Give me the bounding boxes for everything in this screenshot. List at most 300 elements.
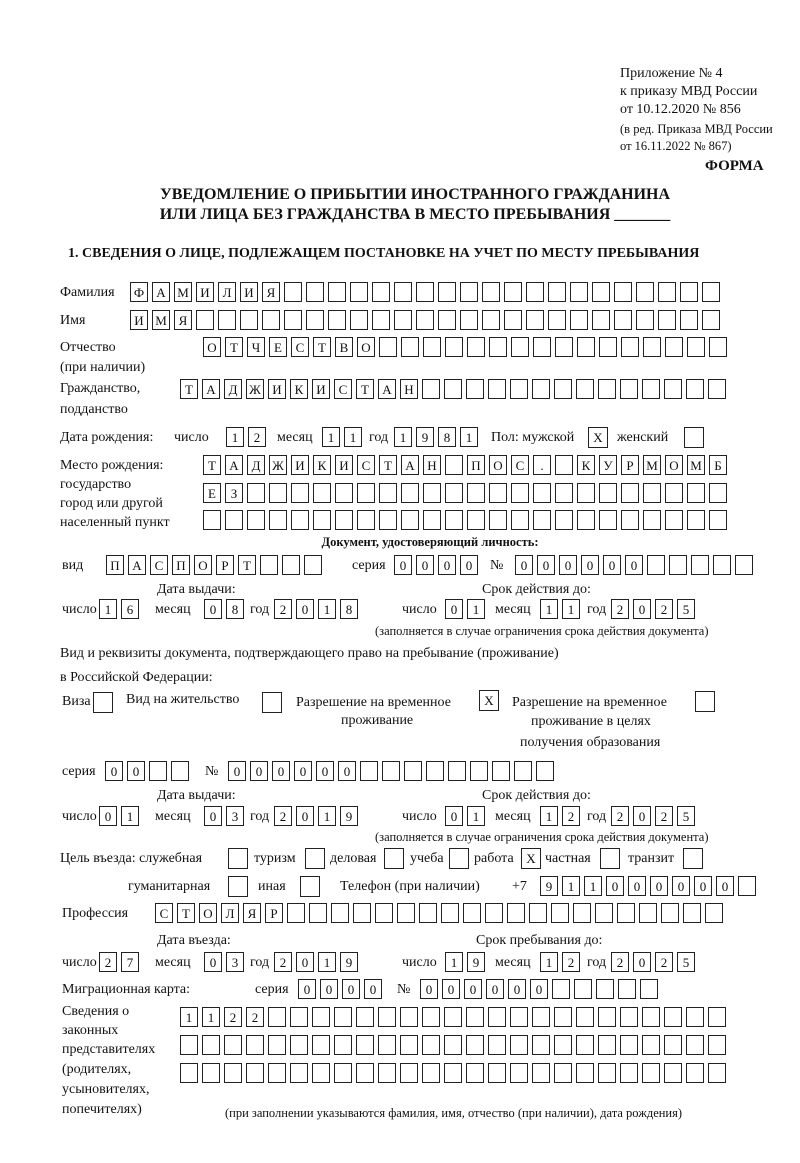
char-cell[interactable]	[290, 1063, 308, 1083]
char-cell[interactable]	[555, 510, 573, 530]
char-cell[interactable]: 2	[224, 1007, 242, 1027]
char-cell[interactable]	[290, 1035, 308, 1055]
char-cell[interactable]	[639, 903, 657, 923]
char-cell[interactable]	[683, 903, 701, 923]
checkbox[interactable]	[93, 692, 113, 713]
char-cell[interactable]	[224, 1063, 242, 1083]
char-cell[interactable]: К	[290, 379, 308, 399]
char-cell[interactable]: И	[240, 282, 258, 302]
char-cell[interactable]: 2	[274, 952, 292, 972]
char-cell[interactable]	[356, 1035, 374, 1055]
char-cell[interactable]: Ж	[246, 379, 264, 399]
char-cell[interactable]	[375, 903, 393, 923]
char-cell[interactable]: Т	[313, 337, 331, 357]
char-cell[interactable]: 1	[540, 806, 558, 826]
char-cell[interactable]: 1	[180, 1007, 198, 1027]
char-cell[interactable]: З	[225, 483, 243, 503]
char-cell[interactable]	[642, 1035, 660, 1055]
char-cell[interactable]: 0	[650, 876, 668, 896]
char-cell[interactable]: Я	[243, 903, 261, 923]
char-cell[interactable]	[614, 310, 632, 330]
char-cell[interactable]	[488, 1035, 506, 1055]
char-cell[interactable]: 3	[226, 952, 244, 972]
char-cell[interactable]	[533, 337, 551, 357]
char-cell[interactable]: 0	[105, 761, 123, 781]
char-cell[interactable]: П	[106, 555, 124, 575]
char-cell[interactable]: У	[599, 455, 617, 475]
char-cell[interactable]	[574, 979, 592, 999]
char-cell[interactable]	[423, 483, 441, 503]
char-cell[interactable]: 0	[628, 876, 646, 896]
char-cell[interactable]	[738, 876, 756, 896]
char-cell[interactable]: О	[194, 555, 212, 575]
char-cell[interactable]	[171, 761, 189, 781]
char-cell[interactable]: 1	[562, 599, 580, 619]
char-cell[interactable]: Е	[203, 483, 221, 503]
char-cell[interactable]	[643, 337, 661, 357]
char-cell[interactable]	[658, 282, 676, 302]
char-cell[interactable]: И	[130, 310, 148, 330]
char-cell[interactable]	[686, 379, 704, 399]
char-cell[interactable]: 0	[298, 979, 316, 999]
char-cell[interactable]	[422, 1063, 440, 1083]
char-cell[interactable]: С	[357, 455, 375, 475]
checkbox[interactable]	[384, 848, 404, 869]
char-cell[interactable]: О	[357, 337, 375, 357]
char-cell[interactable]: О	[489, 455, 507, 475]
char-cell[interactable]: 0	[342, 979, 360, 999]
char-cell[interactable]	[445, 510, 463, 530]
char-cell[interactable]	[180, 1035, 198, 1055]
char-cell[interactable]	[686, 1035, 704, 1055]
char-cell[interactable]	[665, 483, 683, 503]
char-cell[interactable]	[312, 1007, 330, 1027]
char-cell[interactable]: Д	[224, 379, 242, 399]
char-cell[interactable]	[372, 282, 390, 302]
char-cell[interactable]	[467, 483, 485, 503]
char-cell[interactable]	[400, 1063, 418, 1083]
char-cell[interactable]	[555, 483, 573, 503]
char-cell[interactable]: К	[313, 455, 331, 475]
char-cell[interactable]: 1	[540, 599, 558, 619]
char-cell[interactable]	[306, 282, 324, 302]
char-cell[interactable]: М	[687, 455, 705, 475]
char-cell[interactable]	[548, 282, 566, 302]
char-cell[interactable]	[514, 761, 532, 781]
char-cell[interactable]: Р	[216, 555, 234, 575]
char-cell[interactable]	[312, 1063, 330, 1083]
char-cell[interactable]	[511, 510, 529, 530]
char-cell[interactable]: 0	[672, 876, 690, 896]
char-cell[interactable]: 0	[606, 876, 624, 896]
char-cell[interactable]: 0	[581, 555, 599, 575]
char-cell[interactable]	[467, 510, 485, 530]
char-cell[interactable]: П	[172, 555, 190, 575]
char-cell[interactable]	[510, 1007, 528, 1027]
char-cell[interactable]: 0	[296, 806, 314, 826]
char-cell[interactable]	[599, 510, 617, 530]
char-cell[interactable]: И	[268, 379, 286, 399]
char-cell[interactable]	[441, 903, 459, 923]
char-cell[interactable]: 2	[655, 599, 673, 619]
char-cell[interactable]: Е	[269, 337, 287, 357]
char-cell[interactable]	[246, 1035, 264, 1055]
char-cell[interactable]	[422, 379, 440, 399]
char-cell[interactable]: Т	[356, 379, 374, 399]
char-cell[interactable]: 0	[464, 979, 482, 999]
char-cell[interactable]	[510, 1035, 528, 1055]
char-cell[interactable]: 2	[655, 952, 673, 972]
char-cell[interactable]	[709, 483, 727, 503]
char-cell[interactable]	[356, 1063, 374, 1083]
char-cell[interactable]: .	[533, 455, 551, 475]
char-cell[interactable]: Н	[423, 455, 441, 475]
checkbox[interactable]	[449, 848, 469, 869]
char-cell[interactable]: 2	[562, 806, 580, 826]
char-cell[interactable]: 2	[246, 1007, 264, 1027]
char-cell[interactable]: 2	[611, 806, 629, 826]
char-cell[interactable]: 0	[127, 761, 145, 781]
char-cell[interactable]: 0	[633, 806, 651, 826]
char-cell[interactable]: 1	[467, 599, 485, 619]
char-cell[interactable]: А	[128, 555, 146, 575]
char-cell[interactable]	[196, 310, 214, 330]
char-cell[interactable]: 8	[226, 599, 244, 619]
char-cell[interactable]	[686, 1007, 704, 1027]
char-cell[interactable]	[224, 1035, 242, 1055]
checkbox[interactable]	[695, 691, 715, 712]
char-cell[interactable]: И	[291, 455, 309, 475]
char-cell[interactable]: 0	[296, 952, 314, 972]
char-cell[interactable]: 1	[202, 1007, 220, 1027]
char-cell[interactable]: 2	[562, 952, 580, 972]
char-cell[interactable]	[664, 1007, 682, 1027]
char-cell[interactable]	[360, 761, 378, 781]
char-cell[interactable]	[419, 903, 437, 923]
char-cell[interactable]: 5	[677, 806, 695, 826]
char-cell[interactable]	[448, 761, 466, 781]
char-cell[interactable]	[598, 1035, 616, 1055]
char-cell[interactable]: 9	[540, 876, 558, 896]
char-cell[interactable]	[247, 510, 265, 530]
char-cell[interactable]: 6	[121, 599, 139, 619]
char-cell[interactable]	[353, 903, 371, 923]
char-cell[interactable]: 0	[442, 979, 460, 999]
char-cell[interactable]: 1	[226, 427, 244, 447]
checkbox[interactable]	[305, 848, 325, 869]
char-cell[interactable]	[576, 1007, 594, 1027]
char-cell[interactable]	[577, 337, 595, 357]
char-cell[interactable]	[642, 379, 660, 399]
char-cell[interactable]: 0	[420, 979, 438, 999]
char-cell[interactable]	[334, 1007, 352, 1027]
char-cell[interactable]	[532, 379, 550, 399]
char-cell[interactable]	[687, 483, 705, 503]
char-cell[interactable]	[510, 379, 528, 399]
char-cell[interactable]: 2	[274, 806, 292, 826]
char-cell[interactable]	[636, 282, 654, 302]
char-cell[interactable]	[620, 1007, 638, 1027]
char-cell[interactable]	[180, 1063, 198, 1083]
char-cell[interactable]: 8	[340, 599, 358, 619]
char-cell[interactable]	[680, 310, 698, 330]
char-cell[interactable]	[309, 903, 327, 923]
char-cell[interactable]	[664, 379, 682, 399]
char-cell[interactable]	[291, 483, 309, 503]
char-cell[interactable]	[328, 282, 346, 302]
char-cell[interactable]	[331, 903, 349, 923]
char-cell[interactable]: 0	[530, 979, 548, 999]
char-cell[interactable]	[489, 510, 507, 530]
char-cell[interactable]	[620, 1063, 638, 1083]
checkbox[interactable]: X	[588, 427, 608, 448]
char-cell[interactable]: Л	[221, 903, 239, 923]
char-cell[interactable]	[507, 903, 525, 923]
char-cell[interactable]: 1	[445, 952, 463, 972]
char-cell[interactable]: Д	[247, 455, 265, 475]
checkbox[interactable]	[684, 427, 704, 448]
char-cell[interactable]	[268, 1063, 286, 1083]
char-cell[interactable]	[510, 1063, 528, 1083]
char-cell[interactable]	[438, 282, 456, 302]
char-cell[interactable]: 1	[460, 427, 478, 447]
char-cell[interactable]	[576, 379, 594, 399]
char-cell[interactable]	[621, 510, 639, 530]
char-cell[interactable]	[416, 310, 434, 330]
char-cell[interactable]	[511, 483, 529, 503]
char-cell[interactable]: 2	[274, 599, 292, 619]
char-cell[interactable]	[504, 310, 522, 330]
char-cell[interactable]	[401, 483, 419, 503]
char-cell[interactable]	[356, 1007, 374, 1027]
char-cell[interactable]	[642, 1007, 660, 1027]
char-cell[interactable]	[576, 1035, 594, 1055]
char-cell[interactable]	[284, 282, 302, 302]
char-cell[interactable]	[400, 1007, 418, 1027]
char-cell[interactable]: О	[665, 455, 683, 475]
char-cell[interactable]	[426, 761, 444, 781]
checkbox[interactable]	[228, 876, 248, 897]
char-cell[interactable]	[554, 1035, 572, 1055]
char-cell[interactable]	[620, 379, 638, 399]
char-cell[interactable]	[291, 510, 309, 530]
char-cell[interactable]: Л	[218, 282, 236, 302]
char-cell[interactable]	[708, 379, 726, 399]
char-cell[interactable]	[532, 1063, 550, 1083]
char-cell[interactable]	[526, 282, 544, 302]
char-cell[interactable]	[246, 1063, 264, 1083]
char-cell[interactable]	[552, 979, 570, 999]
char-cell[interactable]	[247, 483, 265, 503]
char-cell[interactable]	[290, 1007, 308, 1027]
char-cell[interactable]	[444, 1063, 462, 1083]
char-cell[interactable]: А	[202, 379, 220, 399]
char-cell[interactable]	[466, 379, 484, 399]
char-cell[interactable]: Ж	[269, 455, 287, 475]
char-cell[interactable]: 0	[559, 555, 577, 575]
char-cell[interactable]	[284, 310, 302, 330]
char-cell[interactable]	[621, 483, 639, 503]
char-cell[interactable]: 2	[655, 806, 673, 826]
char-cell[interactable]	[511, 337, 529, 357]
checkbox[interactable]	[683, 848, 703, 869]
char-cell[interactable]	[664, 1035, 682, 1055]
char-cell[interactable]	[350, 310, 368, 330]
char-cell[interactable]	[596, 979, 614, 999]
char-cell[interactable]: 0	[515, 555, 533, 575]
char-cell[interactable]	[713, 555, 731, 575]
char-cell[interactable]	[702, 282, 720, 302]
char-cell[interactable]	[618, 979, 636, 999]
char-cell[interactable]: Т	[379, 455, 397, 475]
char-cell[interactable]	[482, 310, 500, 330]
char-cell[interactable]	[282, 555, 300, 575]
char-cell[interactable]	[463, 903, 481, 923]
char-cell[interactable]: С	[511, 455, 529, 475]
char-cell[interactable]	[404, 761, 422, 781]
char-cell[interactable]	[555, 337, 573, 357]
char-cell[interactable]: С	[291, 337, 309, 357]
char-cell[interactable]: 0	[603, 555, 621, 575]
char-cell[interactable]	[708, 1035, 726, 1055]
char-cell[interactable]	[636, 310, 654, 330]
char-cell[interactable]	[533, 510, 551, 530]
char-cell[interactable]	[394, 282, 412, 302]
char-cell[interactable]	[306, 310, 324, 330]
char-cell[interactable]: 5	[677, 952, 695, 972]
char-cell[interactable]	[313, 483, 331, 503]
char-cell[interactable]	[379, 337, 397, 357]
char-cell[interactable]: О	[199, 903, 217, 923]
char-cell[interactable]	[640, 979, 658, 999]
char-cell[interactable]	[423, 510, 441, 530]
char-cell[interactable]	[444, 379, 462, 399]
char-cell[interactable]	[570, 310, 588, 330]
char-cell[interactable]: Я	[262, 282, 280, 302]
char-cell[interactable]	[705, 903, 723, 923]
char-cell[interactable]: 0	[438, 555, 456, 575]
char-cell[interactable]: 0	[99, 806, 117, 826]
char-cell[interactable]: 0	[416, 555, 434, 575]
char-cell[interactable]	[422, 1035, 440, 1055]
char-cell[interactable]	[269, 483, 287, 503]
char-cell[interactable]	[504, 282, 522, 302]
char-cell[interactable]	[614, 282, 632, 302]
char-cell[interactable]	[661, 903, 679, 923]
char-cell[interactable]	[551, 903, 569, 923]
char-cell[interactable]	[548, 310, 566, 330]
char-cell[interactable]: 0	[633, 952, 651, 972]
char-cell[interactable]	[460, 310, 478, 330]
char-cell[interactable]: Н	[400, 379, 418, 399]
char-cell[interactable]	[203, 510, 221, 530]
char-cell[interactable]	[554, 1007, 572, 1027]
char-cell[interactable]: 2	[611, 952, 629, 972]
char-cell[interactable]	[573, 903, 591, 923]
char-cell[interactable]: А	[378, 379, 396, 399]
char-cell[interactable]	[422, 1007, 440, 1027]
char-cell[interactable]	[592, 282, 610, 302]
char-cell[interactable]: 5	[677, 599, 695, 619]
char-cell[interactable]: 3	[226, 806, 244, 826]
char-cell[interactable]: 0	[445, 806, 463, 826]
char-cell[interactable]	[599, 483, 617, 503]
char-cell[interactable]	[485, 903, 503, 923]
char-cell[interactable]	[598, 379, 616, 399]
char-cell[interactable]: С	[334, 379, 352, 399]
char-cell[interactable]	[709, 510, 727, 530]
char-cell[interactable]	[488, 379, 506, 399]
char-cell[interactable]: 9	[467, 952, 485, 972]
char-cell[interactable]: 0	[445, 599, 463, 619]
char-cell[interactable]: 2	[611, 599, 629, 619]
checkbox[interactable]: X	[521, 848, 541, 869]
char-cell[interactable]: 1	[394, 427, 412, 447]
char-cell[interactable]: 0	[204, 599, 222, 619]
char-cell[interactable]	[334, 1063, 352, 1083]
char-cell[interactable]	[394, 310, 412, 330]
char-cell[interactable]: Т	[180, 379, 198, 399]
char-cell[interactable]	[532, 1007, 550, 1027]
checkbox[interactable]	[300, 876, 320, 897]
char-cell[interactable]: В	[335, 337, 353, 357]
char-cell[interactable]: 1	[99, 599, 117, 619]
char-cell[interactable]	[708, 1063, 726, 1083]
char-cell[interactable]	[599, 337, 617, 357]
char-cell[interactable]: О	[203, 337, 221, 357]
char-cell[interactable]: И	[312, 379, 330, 399]
char-cell[interactable]	[489, 337, 507, 357]
char-cell[interactable]	[372, 310, 390, 330]
char-cell[interactable]	[444, 1035, 462, 1055]
char-cell[interactable]	[357, 483, 375, 503]
char-cell[interactable]	[269, 510, 287, 530]
char-cell[interactable]: 0	[204, 952, 222, 972]
char-cell[interactable]	[669, 555, 687, 575]
char-cell[interactable]: 0	[537, 555, 555, 575]
char-cell[interactable]	[647, 555, 665, 575]
char-cell[interactable]: 0	[460, 555, 478, 575]
char-cell[interactable]: Т	[203, 455, 221, 475]
char-cell[interactable]: И	[196, 282, 214, 302]
char-cell[interactable]	[577, 483, 595, 503]
char-cell[interactable]	[488, 1063, 506, 1083]
char-cell[interactable]: Т	[225, 337, 243, 357]
char-cell[interactable]: М	[152, 310, 170, 330]
char-cell[interactable]: 0	[338, 761, 356, 781]
char-cell[interactable]	[401, 510, 419, 530]
char-cell[interactable]: И	[335, 455, 353, 475]
char-cell[interactable]	[554, 379, 572, 399]
char-cell[interactable]	[617, 903, 635, 923]
char-cell[interactable]	[691, 555, 709, 575]
char-cell[interactable]	[313, 510, 331, 530]
char-cell[interactable]: 0	[316, 761, 334, 781]
char-cell[interactable]: Я	[174, 310, 192, 330]
char-cell[interactable]: 0	[486, 979, 504, 999]
char-cell[interactable]	[379, 510, 397, 530]
char-cell[interactable]: 0	[250, 761, 268, 781]
char-cell[interactable]: 1	[322, 427, 340, 447]
char-cell[interactable]	[397, 903, 415, 923]
char-cell[interactable]: 9	[416, 427, 434, 447]
char-cell[interactable]: 2	[248, 427, 266, 447]
char-cell[interactable]	[335, 510, 353, 530]
char-cell[interactable]	[492, 761, 510, 781]
char-cell[interactable]	[466, 1063, 484, 1083]
char-cell[interactable]	[554, 1063, 572, 1083]
char-cell[interactable]: 0	[633, 599, 651, 619]
